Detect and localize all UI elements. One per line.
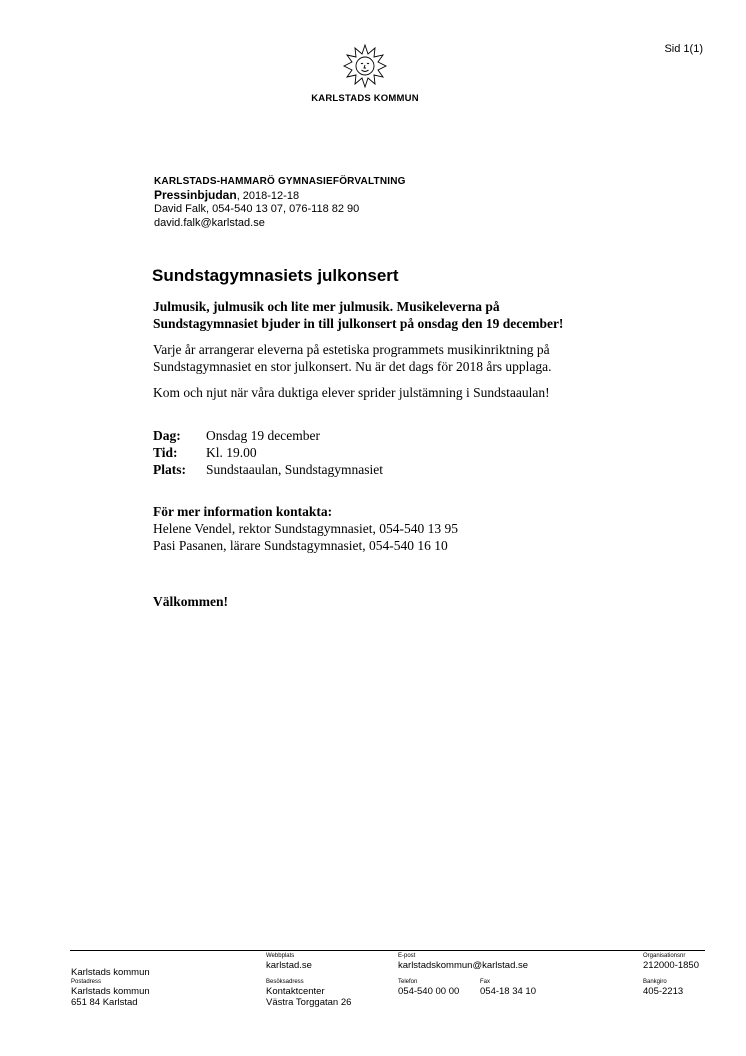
body-paragraph [153,341,633,375]
detail-label: Tid: [153,445,178,460]
body-line: Varje år arrangerar eleverna på estetiska programmets musikinriktning på [153,342,550,357]
contact-person: Helene Vendel, rektor Sundstagymnasiet, 054-540 13 95 [153,521,458,536]
document-type: Pressinbjudan [154,187,237,202]
lead-line: Julmusik, julmusik och lite mer julmusik. Musikeleverna på [153,299,500,314]
footer-postal-address: Postadress Karlstads kommun 651 84 Karlstad [71,979,150,1008]
contact-person: Pasi Pasanen, lärare Sundstagymnasiet, 054-540 16 10 [153,538,448,553]
detail-row-time [153,444,383,461]
footer-name: Karlstads kommun [71,967,150,978]
welcome-text: Välkommen! [153,594,228,609]
detail-label: Dag: [153,428,181,443]
body-paragraph-invite: Kom och njut när våra duktiga elever sprider julstämning i Sundstaaulan! [153,385,550,400]
footer-email: E-post karlstadskommun@karlstad.se [398,953,529,971]
footer-divider [70,950,705,951]
footer-org-number: Organisationsnr 212000-1850 [643,953,699,971]
footer-phone: Telefon 054-540 00 00 [398,979,460,997]
contact-heading: För mer information kontakta: [153,504,333,519]
contact-section [153,503,458,554]
detail-value: Onsdag 19 december [206,428,320,443]
page-number: Sid 1(1) [664,43,703,55]
lead-line: Sundstagymnasiet bjuder in till julkonsert på onsdag den 19 december! [153,316,564,331]
footer-website: Webbplats karlstad.se [266,953,312,971]
sender-contact-line: David Falk, 054-540 13 07, 076-118 82 90 [154,203,360,215]
detail-value: Kl. 19.00 [206,445,257,460]
detail-row-day [153,427,383,444]
detail-value: Sundstaaulan, Sundstagymnasiet [206,462,383,477]
sender-email: david.falk@karlstad.se [154,216,265,229]
footer-visit-address: Besöksadress Kontaktcenter Västra Torggatan 26 [266,979,352,1008]
footer [0,953,746,1023]
body-line: Sundstagymnasiet en stor julkonsert. Nu är det dags för 2018 års upplaga. [153,359,552,374]
detail-row-place [153,461,383,478]
document-type-line [154,189,406,204]
municipality-logo [295,43,435,104]
event-details [153,427,383,478]
lead-paragraph [153,298,633,332]
organization-name: KARLSTADS-HAMMARÖ GYMNASIEFÖRVALTNING [154,176,406,187]
page-title: Sundstagymnasiets julkonsert [152,266,399,285]
sun-face-icon [342,43,388,89]
logo-text: KARLSTADS KOMMUN [311,93,419,104]
sender-block [154,175,406,230]
document-date: , 2018-12-18 [236,189,300,202]
footer-fax: Fax 054-18 34 10 [480,979,536,997]
footer-bankgiro: Bankgiro 405-2213 [643,979,684,997]
detail-label: Plats: [153,462,186,477]
